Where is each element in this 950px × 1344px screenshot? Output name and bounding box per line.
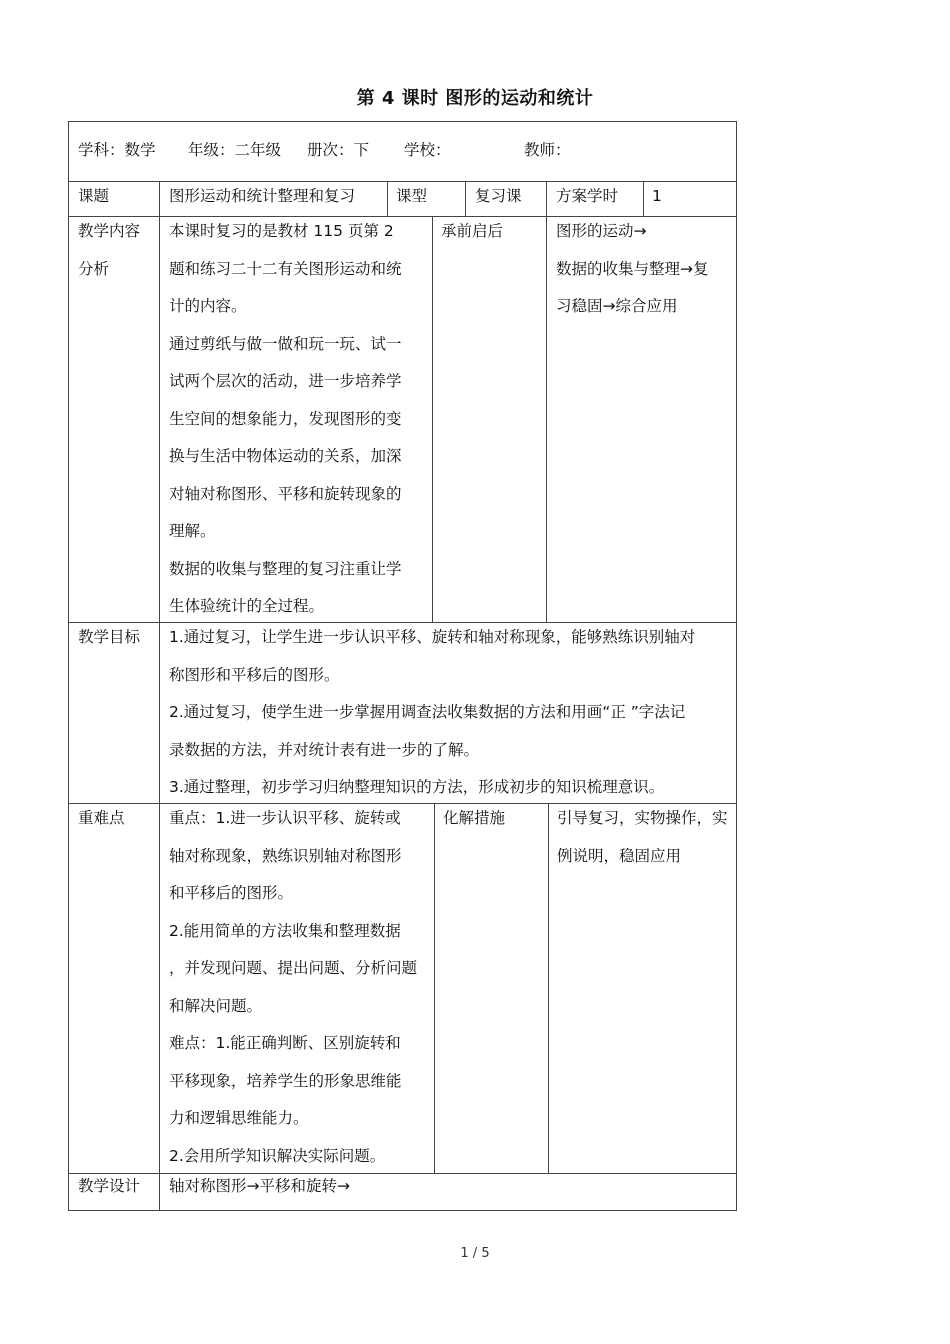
design-label: 教学设计 xyxy=(78,1177,141,1195)
text-line: 引导复习，实物操作，实 xyxy=(557,809,728,827)
topic-value: 图形运动和统计整理和复习 xyxy=(169,187,356,205)
text-line: 例说明，稳固应用 xyxy=(557,846,682,865)
continuity-text xyxy=(556,213,709,326)
column-divider xyxy=(432,216,433,622)
column-divider xyxy=(434,803,435,1173)
volume-label: 册次：下 xyxy=(307,141,370,159)
goals-text xyxy=(169,619,695,807)
page-number: 1 / 5 xyxy=(460,1246,490,1261)
text-line: 难点：1.能正确判断、区别旋转和 xyxy=(169,1034,401,1052)
grade-label: 年级：二年级 xyxy=(188,141,282,159)
text-line: 3.通过整理，初步学习归纳整理知识的方法，形成初步的知识梳理意识。 xyxy=(169,778,665,796)
text-line: 本课时复习的是教材 115 页第 2 xyxy=(169,222,394,240)
text-line: 和解决问题。 xyxy=(169,996,263,1015)
text-line: 对轴对称图形、平移和旋转现象的 xyxy=(169,484,402,503)
text-line: 1.通过复习，让学生进一步认识平移、旋转和轴对称现象，能够熟练识别轴对 xyxy=(169,628,696,646)
lesson-plan-table xyxy=(68,121,737,1211)
school-label: 学校： xyxy=(404,141,451,159)
text-line: 2.通过复习，使学生进一步掌握用调查法收集数据的方法和用画“正 ”字法记 xyxy=(169,703,686,721)
text-line: 轴对称现象，熟练识别轴对称图形 xyxy=(169,846,402,865)
content-analysis-label xyxy=(78,213,140,288)
text-line: 重点：1.进一步认识平移、旋转或 xyxy=(169,809,401,827)
text-line: 数据的收集与整理→复 xyxy=(556,259,709,278)
key-points-text xyxy=(169,800,417,1175)
lesson-type-label: 课型 xyxy=(396,187,428,205)
text-line: 称图形和平移后的图形。 xyxy=(169,665,340,684)
column-divider xyxy=(465,181,466,216)
lesson-type-value: 复习课 xyxy=(475,187,522,205)
hours-label: 方案学时 xyxy=(556,187,619,205)
text-line: 计的内容。 xyxy=(169,297,247,315)
text-line: 生空间的想象能力，发现图形的变 xyxy=(169,409,402,428)
text-line: 习稳固→综合应用 xyxy=(556,297,678,315)
goals-label: 教学目标 xyxy=(78,628,141,646)
continuity-label: 承前启后 xyxy=(441,222,504,240)
text-line: 题和练习二十二有关图形运动和统 xyxy=(169,259,402,278)
text-line: 和平移后的图形。 xyxy=(169,884,294,902)
column-divider xyxy=(387,181,388,216)
text-line: 通过剪纸与做一做和玩一玩、试一 xyxy=(169,334,402,353)
text-line: 2.能用简单的方法收集和整理数据 xyxy=(169,921,401,940)
key-points-label: 重难点 xyxy=(78,809,125,827)
text-line: 数据的收集与整理的复习注重让学 xyxy=(169,559,402,578)
text-line: 平移现象，培养学生的形象思维能 xyxy=(169,1071,402,1090)
column-divider xyxy=(546,181,547,622)
text-line: 录数据的方法，并对统计表有进一步的了解。 xyxy=(169,740,480,759)
topic-label: 课题 xyxy=(78,187,110,205)
column-divider xyxy=(643,181,644,216)
design-text: 轴对称图形→平移和旋转→ xyxy=(169,1177,350,1195)
text-line: 2.会用所学知识解决实际问题。 xyxy=(169,1146,386,1165)
column-divider xyxy=(548,803,549,1173)
resolution-label: 化解措施 xyxy=(443,809,506,827)
text-line: 试两个层次的活动，进一步培养学 xyxy=(169,372,402,390)
resolution-text xyxy=(557,800,728,875)
label-line: 分析 xyxy=(78,259,110,278)
text-line: 换与生活中物体运动的关系，加深 xyxy=(169,447,402,465)
content-analysis-text xyxy=(169,213,402,626)
page-title: 第 4 课时 图形的运动和统计 xyxy=(356,88,594,109)
label-line: 教学内容 xyxy=(78,222,141,240)
text-line: 生体验统计的全过程。 xyxy=(169,597,325,615)
subject-label: 学科：数学 xyxy=(78,141,156,159)
teacher-label: 教师： xyxy=(524,141,571,159)
text-line: ，并发现问题、提出问题、分析问题 xyxy=(169,959,418,977)
text-line: 图形的运动→ xyxy=(556,222,647,240)
column-divider xyxy=(159,181,160,1210)
text-line: 理解。 xyxy=(169,522,216,540)
hours-value: 1 xyxy=(652,187,662,205)
text-line: 力和逻辑思维能力。 xyxy=(169,1109,309,1127)
